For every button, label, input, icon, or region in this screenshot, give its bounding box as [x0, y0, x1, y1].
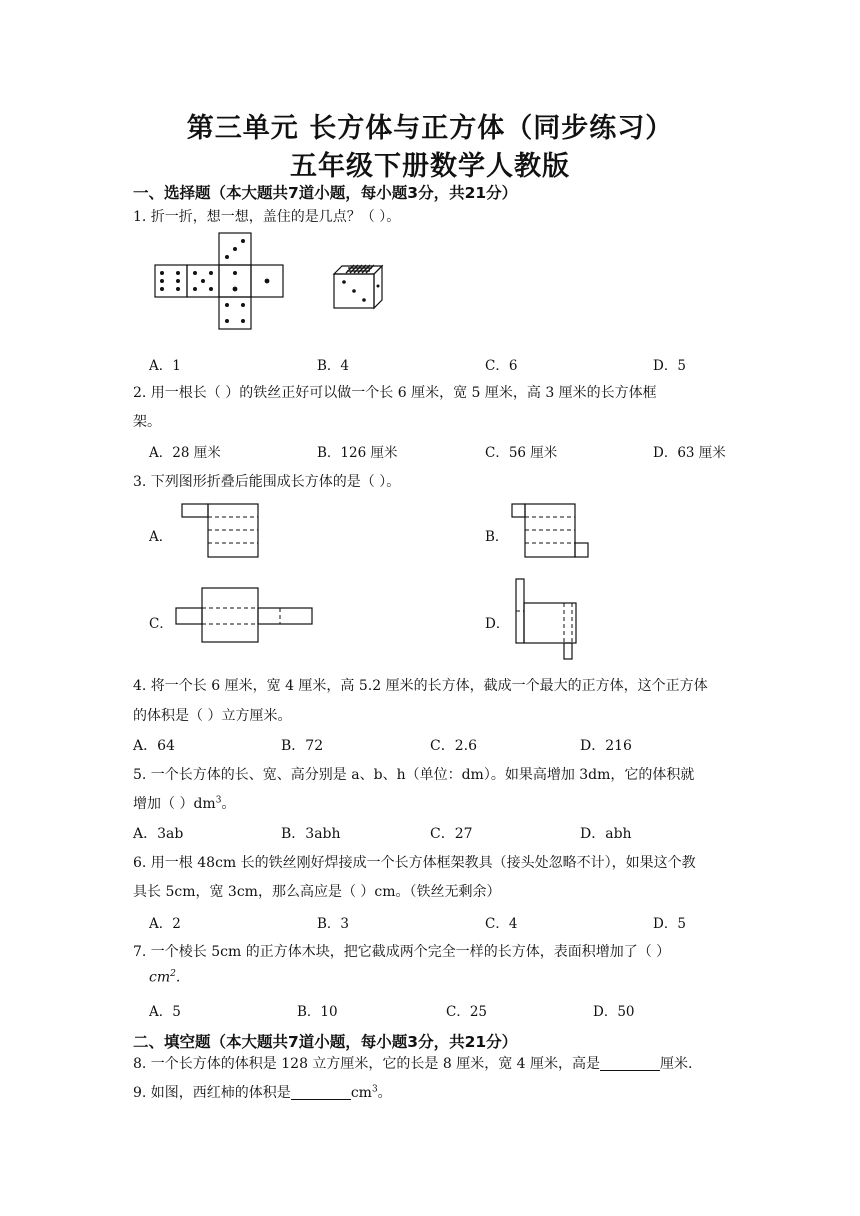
- net-figure-d: [512, 577, 584, 661]
- q6-option-d: D．5: [653, 916, 686, 932]
- question-3: 3. 下列图形折叠后能围成长方体的是（ ）。: [133, 474, 401, 490]
- page-subtitle: 五年级下册数学人教版: [290, 151, 570, 182]
- q1-option-d: D．5: [653, 358, 686, 374]
- question-1: 1. 折一折，想一想，盖住的是几点？（ ）。: [133, 209, 401, 225]
- question-5-line1: 5. 一个长方体的长、宽、高分别是 a、b、h（单位：dm）。如果高增加 3dm，它的体积就: [133, 767, 695, 783]
- q6-option-b: B．3: [317, 916, 350, 932]
- q4-option-a: A．64: [133, 738, 175, 754]
- question-2-line2: 架。: [133, 414, 161, 430]
- q3-label-c: C．: [149, 616, 173, 632]
- q7-option-b: B．10: [297, 1004, 338, 1020]
- question-9: 9. 如图，西红柿的体积是 $cm^3$。: [133, 1084, 392, 1101]
- q4-option-c: C．2.6: [430, 738, 477, 754]
- q2-option-b: B．126 厘米: [317, 445, 398, 461]
- q2-option-c: C．56 厘米: [485, 445, 558, 461]
- page-title: 第三单元 长方体与正方体（同步练习）: [186, 113, 674, 144]
- q3-label-b: B．: [485, 529, 509, 545]
- net-figure-c: [174, 586, 316, 644]
- q1-option-b: B．4: [317, 358, 350, 374]
- section-heading-choice: 一、选择题（本大题共7道小题，每小题3分，共21分）: [133, 184, 518, 202]
- q8-answer-blank[interactable]: [600, 1056, 660, 1071]
- question-7-line1: 7. 一个棱长 5cm 的正方体木块，把它截成两个完全一样的长方体，表面积增加了（ ）: [133, 944, 671, 960]
- q3-label-a: A．: [149, 529, 173, 545]
- question-6-line2: 具长 5cm，宽 3cm，那么高应是（ ）cm。（铁丝无剩余）: [133, 884, 501, 900]
- question-4-line1: 4. 将一个长 6 厘米，宽 4 厘米，高 5.2 厘米的长方体，截成一个最大的正方体，这个正方体: [133, 678, 708, 694]
- q6-option-a: A．2: [149, 916, 181, 932]
- q7-option-d: D．50: [593, 1004, 635, 1020]
- covered-dice-figure: [330, 262, 390, 312]
- question-8: 8. 一个长方体的体积是 128 立方厘米，它的长是 8 厘米，宽 4 厘米，高是 厘米.: [133, 1056, 693, 1072]
- q9-answer-blank[interactable]: [291, 1085, 351, 1100]
- q5-option-c: C．27: [430, 826, 473, 842]
- q4-option-d: D．216: [580, 738, 632, 754]
- question-4-line2: 的体积是（ ）立方厘米。: [133, 708, 292, 724]
- net-figure-b: [510, 502, 592, 560]
- q1-option-c: C．6: [485, 358, 518, 374]
- q5-option-a: A．3ab: [133, 826, 184, 842]
- q3-label-d: D．: [485, 616, 510, 632]
- net-figure-a: [180, 502, 262, 560]
- q7-option-c: C．25: [446, 1004, 488, 1020]
- q1-option-a: A．1: [149, 358, 181, 374]
- question-5-line2: 增加（ ）$dm^3$。: [133, 795, 236, 812]
- q2-option-a: A．28 厘米: [149, 445, 221, 461]
- section-heading-fill: 二、填空题（本大题共7道小题，每小题3分，共21分）: [133, 1033, 518, 1051]
- q5-option-b: B．3abh: [281, 826, 341, 842]
- q4-option-b: B．72: [281, 738, 324, 754]
- q5-option-d: D．abh: [580, 826, 632, 842]
- question-2-line1: 2. 用一根长（ ）的铁丝正好可以做一个长 6 厘米，宽 5 厘米，高 3 厘米的长方体框: [133, 385, 657, 401]
- q6-option-c: C．4: [485, 916, 518, 932]
- question-7-line2: $cm^2$.: [149, 969, 181, 986]
- dice-net-figure: [150, 233, 290, 333]
- q7-option-a: A．5: [149, 1004, 181, 1020]
- q2-option-d: D．63 厘米: [653, 445, 726, 461]
- question-6-line1: 6. 用一根 48cm 长的铁丝刚好焊接成一个长方体框架教具（接头处忽略不计），如果这个教: [133, 855, 696, 871]
